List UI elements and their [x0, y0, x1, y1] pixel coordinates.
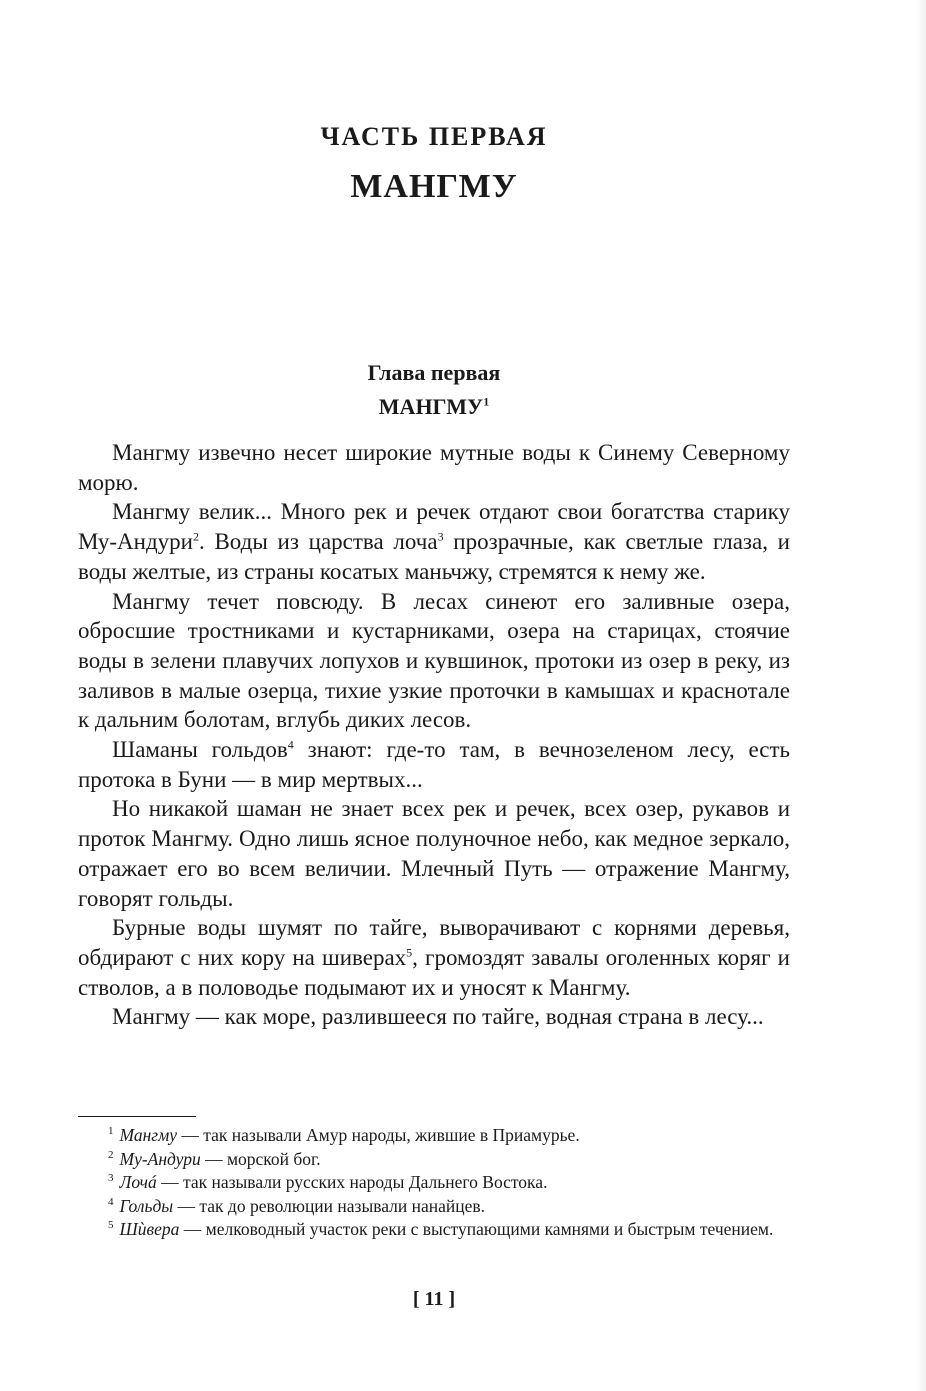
footnote: [78, 1171, 790, 1195]
paragraph-text: прозрачные, как светлые глаза, и воды желтые, из страны косатых маньчжу, стремятся к нему же.: [78, 529, 790, 584]
footnote-ref: 1: [483, 394, 490, 409]
footnote-text: — так до революции называли нанайцев.: [173, 1195, 486, 1216]
footnote-number: 2: [108, 1148, 114, 1161]
page-edge-shadow: [916, 0, 926, 1391]
footnote: [78, 1148, 790, 1172]
paragraph: Мангму течет повсюду. В лесах синеют его заливные озера, обросшие тростниками и кустарниками, озера на старицах, стоячие воды в зелени плавучих лопухов и кувшинок, протоки из озер в реку, из заливов в малые озерца, тихие узкие проточки в камышах и краснотале к дальним болотам, вглубь диких лесов.: [78, 588, 790, 733]
footnote: [78, 1218, 790, 1242]
paragraph: [78, 497, 790, 586]
paragraph-text: Бурные воды шумят по тайге, выворачивают с корнями деревья, обдирают с них кору на шиверах: [78, 915, 790, 970]
footnote-text: — так называли русских народы Дальнего Востока.: [156, 1172, 548, 1192]
paragraph: [78, 913, 790, 1002]
footnote-number: 3: [108, 1172, 114, 1185]
paragraph-text: , громоздят завалы оголенных коряг и стволов, а в половодье подымают их и уносят к Мангму.: [78, 944, 790, 1000]
footnote-term: Му-Андури: [119, 1148, 201, 1169]
footnote-divider: [78, 1116, 196, 1117]
paragraph-text: знают: где-то там, в вечнозеленом лесу, есть протока в Буни — в мир мертвых...: [78, 737, 790, 792]
part-label: ЧАСТЬ ПЕРВАЯ: [320, 122, 548, 151]
paragraph: Мангму — как море, разлившееся по тайге, водная страна в лесу...: [112, 1004, 764, 1030]
footnote: [78, 1195, 790, 1219]
footnote-ref: 3: [437, 529, 444, 544]
footnote-ref: 5: [406, 945, 413, 960]
paragraph-text: . Воды из царства лоча: [198, 529, 438, 555]
footnote: [78, 1124, 790, 1148]
footnote-term: Мангму: [119, 1125, 178, 1145]
footnote-number: 1: [108, 1125, 114, 1138]
footnote-term: Гольды: [119, 1195, 174, 1216]
chapter-label: Глава первая: [367, 360, 501, 385]
paragraph: [78, 735, 790, 794]
book-page: [78, 0, 790, 1391]
footnote-ref: 2: [192, 529, 199, 544]
footnote-term: Лочá: [119, 1172, 157, 1192]
footnote-number: 4: [108, 1195, 114, 1208]
footnote-text: — мелководный участок реки с выступающими камнями и быстрым течением.: [179, 1219, 774, 1239]
paragraph-text: Мангму велик... Много рек и речек отдают свои богатства старику Му-Андури: [78, 499, 790, 555]
footnote-term: Шѝвера: [119, 1219, 180, 1239]
paragraph: Но никакой шаман не знает всех рек и речек, всех озер, рукавов и проток Мангму. Одно лишь ясное полуночное небо, как медное зеркало, отражает его во всем величии. Млечный Путь — отражение Мангму, говорят гольды.: [78, 796, 790, 911]
footnote-text: — так называли Амур народы, жившие в Приамурье.: [177, 1125, 580, 1145]
footnotes: [78, 1124, 790, 1242]
part-title: МАНГМУ: [350, 168, 518, 205]
footnote-number: 5: [108, 1219, 114, 1232]
body-text: [78, 438, 790, 1032]
footnote-text: — морской бог.: [200, 1148, 321, 1169]
page-number: [ 11 ]: [412, 1288, 456, 1310]
chapter-title: [78, 394, 790, 420]
footnote-ref: 4: [287, 737, 294, 752]
paragraph: Мангму извечно несет широкие мутные воды к Синему Северному морю.: [78, 440, 790, 495]
chapter-title-text: МАНГМУ: [378, 394, 484, 419]
paragraph-text: Шаманы гольдов: [112, 737, 288, 763]
